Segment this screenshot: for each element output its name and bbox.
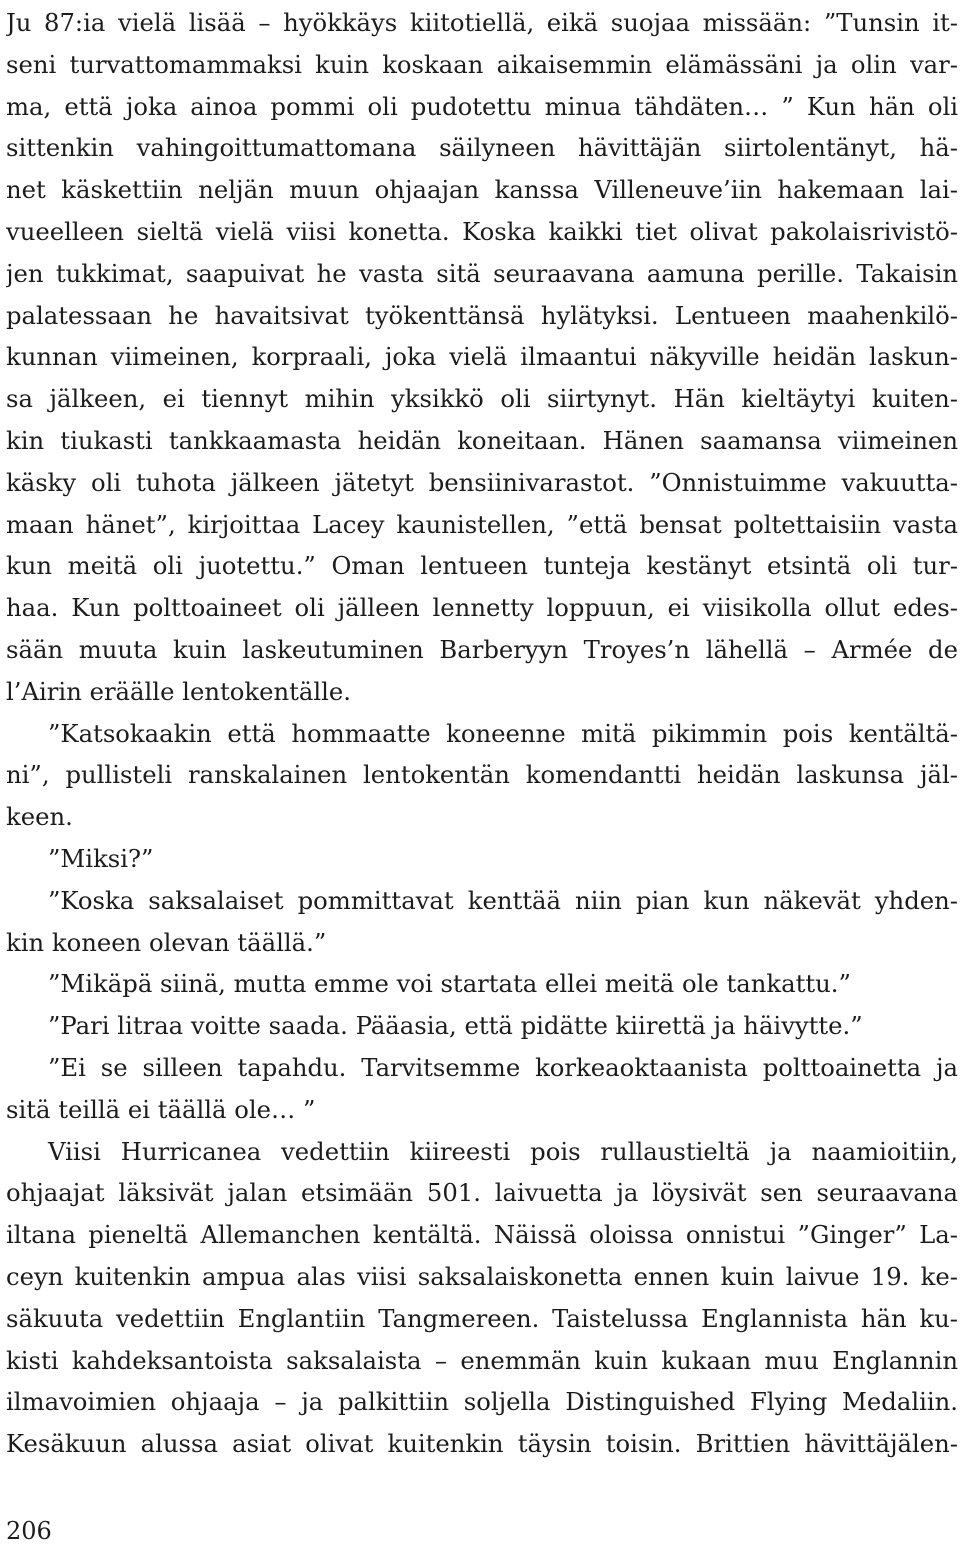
text-line: l’Airin eräälle lentokentälle. <box>6 676 352 706</box>
text-line: seni turvattomammaksi kuin koskaan aikaisemmin elämässäni ja olin var- <box>6 49 958 79</box>
text-line: net käskettiin neljän muun ohjaajan kanssa Villeneuve’iin hakemaan lai- <box>6 175 958 205</box>
text-line: ceyn kuitenkin ampua alas viisi saksalaiskonetta ennen kuin laivue 19. ke- <box>6 1261 958 1291</box>
text-line: jen tukkimat, saapuivat he vasta sitä seuraavana aamuna perille. Takaisin <box>6 258 958 288</box>
text-line: kunnan viimeinen, korpraali, joka vielä ilmaantui näkyville heidän laskun- <box>6 342 958 372</box>
book-page-body <box>6 2 958 1550</box>
text-line: ”Pari litraa voitte saada. Pääasia, että pidätte kiirettä ja häivytte.” <box>48 1011 863 1041</box>
text-line: sitä teillä ei täällä ole… ” <box>6 1094 316 1124</box>
text-line: ”Miksi?” <box>48 843 154 873</box>
text-line: säkuuta vedettiin Englantiin Tangmereen. Taistelussa Englannista hän ku- <box>6 1303 958 1333</box>
text-line: haa. Kun polttoaineet oli jälleen lennetty loppuun, ei viisikolla ollut edes- <box>6 593 958 623</box>
text-line: kin koneen olevan täällä.” <box>6 927 327 957</box>
text-line: käsky oli tuhota jälkeen jätetyt bensiinivarastot. ”Onnistuimme vakuutta- <box>6 467 958 497</box>
text-line: ”Mikäpä siinä, mutta emme voi startata ellei meitä ole tankattu.” <box>48 969 851 999</box>
text-line: sa jälkeen, ei tiennyt mihin yksikkö oli siirtynyt. Hän kieltäytyi kuiten- <box>6 384 958 414</box>
text-line: iltana pieneltä Allemanchen kentältä. Näissä oloissa onnistui ”Ginger” La- <box>6 1220 958 1250</box>
text-line: ohjaajat läksivät jalan etsimään 501. laivuetta ja löysivät sen seuraavana <box>6 1178 958 1208</box>
text-line: kun meitä oli juotettu.” Oman lentueen tunteja kestänyt etsintä oli tur- <box>6 551 958 581</box>
text-line: ”Katsokaakin että hommaatte koneenne mitä pikimmin pois kentältä- <box>48 718 958 748</box>
text-line: sään muuta kuin laskeutuminen Barberyyn Troyes’n lähellä – Armée de <box>6 634 958 664</box>
text-line: keen. <box>6 802 73 832</box>
text-line: ni”, pullisteli ranskalainen lentokentän komendantti heidän laskunsa jäl- <box>6 760 958 790</box>
text-line: sittenkin vahingoittumattomana säilyneen hävittäjän siirtolentänyt, hä- <box>6 133 958 163</box>
text-line: palatessaan he havaitsivat työkenttänsä hylätyksi. Lentueen maahenkilö- <box>6 300 958 330</box>
text-line: maan hänet”, kirjoittaa Lacey kaunistellen, ”että bensat poltettaisiin vasta <box>6 509 958 539</box>
text-line: Viisi Hurricanea vedettiin kiireesti pois rullaustieltä ja naamioitiin, <box>48 1136 958 1166</box>
text-line: ma, että joka ainoa pommi oli pudotettu minua tähdäten… ” Kun hän oli <box>6 91 958 121</box>
text-line: Kesäkuun alussa asiat olivat kuitenkin täysin toisin. Brittien hävittäjälen- <box>6 1429 958 1459</box>
text-line: ”Koska saksalaiset pommittavat kenttää niin pian kun näkevät yhden- <box>48 885 958 915</box>
text-line: kisti kahdeksantoista saksalaista – enemmän kuin kukaan muu Englannin <box>6 1345 958 1375</box>
text-line: kin tiukasti tankkaamasta heidän koneitaan. Hänen saamansa viimeinen <box>6 425 958 455</box>
text-line: vueelleen sieltä vielä viisi konetta. Koska kaikki tiet olivat pakolaisrivistö- <box>6 216 958 246</box>
page-number: 206 <box>6 1517 52 1545</box>
text-line: ilmavoimien ohjaaja – ja palkittiin soljella Distinguished Flying Medaliin. <box>6 1387 958 1417</box>
text-line: ”Ei se silleen tapahdu. Tarvitsemme korkeaoktaanista polttoainetta ja <box>48 1052 958 1082</box>
text-line: Ju 87:ia vielä lisää – hyökkäys kiitotiellä, eikä suojaa missään: ”Tunsin it- <box>6 8 958 37</box>
